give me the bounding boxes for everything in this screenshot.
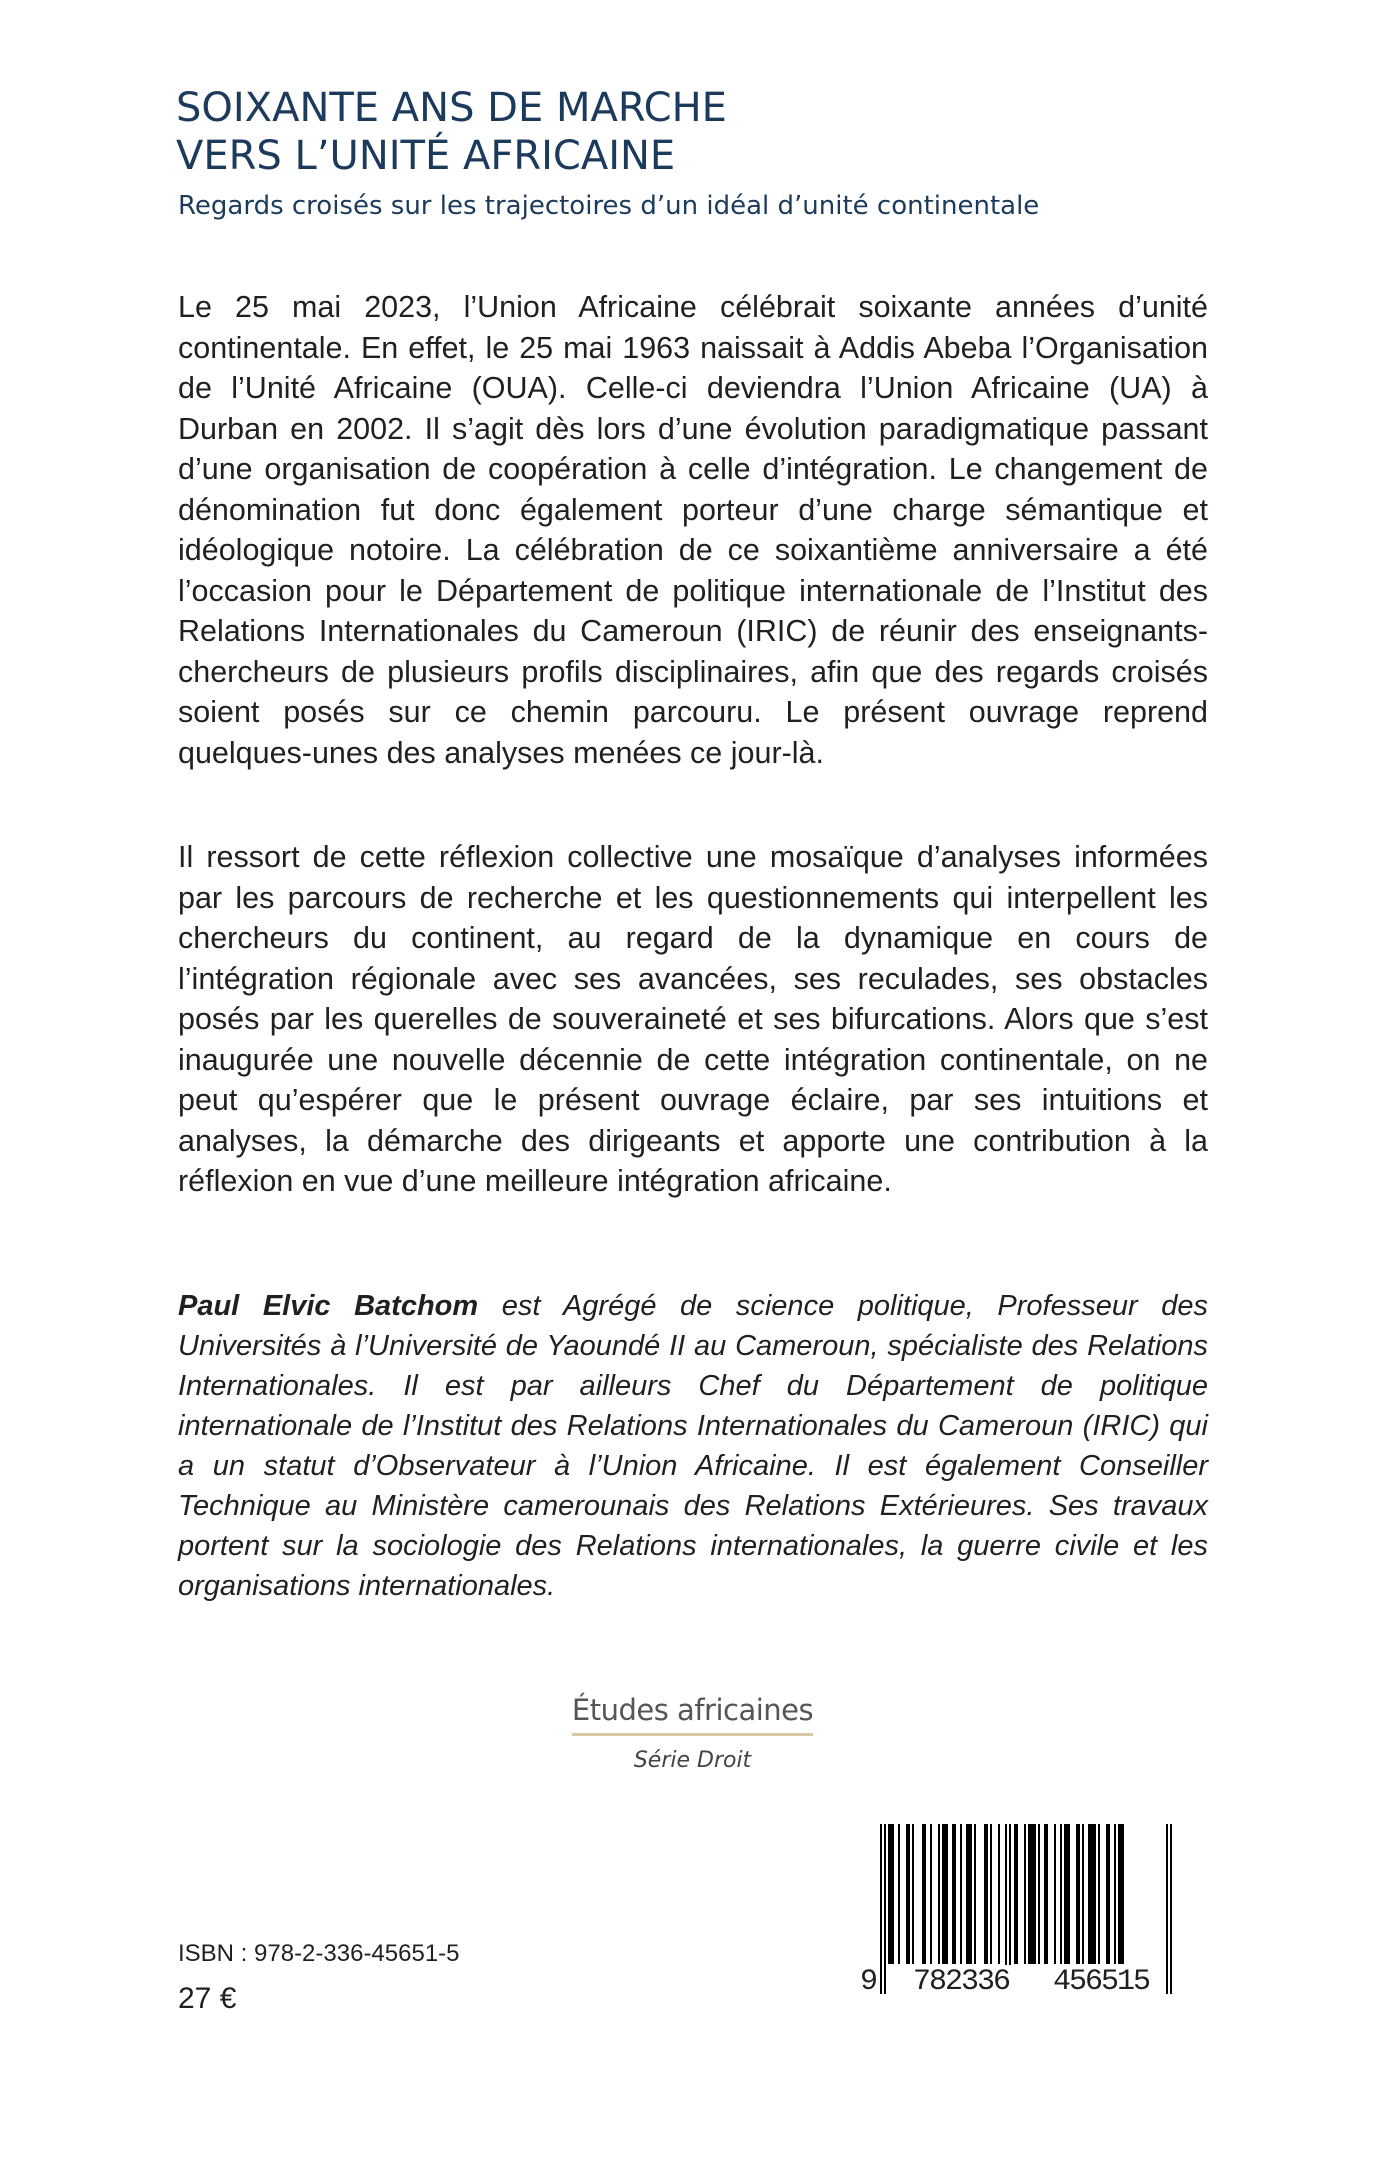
barcode-first-digit: 9	[860, 1965, 879, 1999]
barcode-bar	[1118, 1824, 1124, 1964]
barcode-left-digits: 782336	[898, 1965, 1024, 1999]
barcode-bar	[1028, 1824, 1036, 1964]
barcode	[858, 1824, 1188, 2002]
barcode-bar	[1014, 1824, 1018, 1964]
barcode-bar	[990, 1824, 992, 1964]
barcode-bar	[930, 1824, 932, 1964]
barcode-guard-bar	[880, 1824, 882, 1994]
barcode-guard-bar	[884, 1824, 886, 1994]
barcode-bar	[1044, 1824, 1048, 1964]
barcode-bar	[1114, 1824, 1116, 1964]
barcode-bar	[912, 1824, 914, 1964]
author-name: Paul Elvic Batchom	[178, 1290, 479, 1322]
summary-paragraph-2: Il ressort de cette réflexion collective une mosaïque d’analyses informées par les parcours de recherche et les questionnements qui interpellent les chercheurs du continent, au regard de la dynamique en cours de l’intégration régionale avec ses avancées, ses reculades, ses obstacles posés par les querelles de souveraineté et ses bifurcations. Alors que s’est inaugurée une nouvelle décennie de cette intégration continentale, on ne peut qu’espérer que le présent ouvrage éclaire, par ses intuitions et analyses, la démarche des dirigeants et apporte une contribution à la réflexion en vue d’une meilleure intégration africaine.	[178, 840, 1208, 1198]
barcode-bar	[984, 1824, 988, 1964]
title-line-1: SOIXANTE ANS DE MARCHE	[176, 85, 727, 131]
barcode-bar	[1064, 1824, 1070, 1964]
barcode-bar	[974, 1824, 976, 1964]
barcode-bar	[1054, 1824, 1056, 1964]
barcode-guard-bar	[1166, 1824, 1168, 1994]
author-bio	[178, 1286, 1208, 1606]
author-bio-text: est Agrégé de science politique, Professeur des Universités à l’Université de Yaoundé II au Cameroun, spécialiste des Relations Internationales. Il est par ailleurs Chef du Département de politique internationale de l’Institut des Relations Internationales du Cameroun (IRIC) qui a un statut d’Observateur à l’Union Africaine. Il est également Conseiller Technique au Ministère camerounais des Relations Extérieures. Ses travaux portent sur la sociologie des Relations internationales, la guerre civile et les organisations internationales.	[178, 1290, 1208, 1602]
barcode-bar	[942, 1824, 948, 1964]
isbn-text: ISBN : 978-2-336-45651-5	[178, 1940, 460, 1967]
barcode-bar	[906, 1824, 910, 1964]
summary-paragraph-1: Le 25 mai 2023, l’Union Africaine célébrait soixante années d’unité continentale. En effet, le 25 mai 1963 naissait à Addis Abeba l’Organisation de l’Unité Africaine (OUA). Celle-ci deviendra l’Union Africaine (UA) à Durban en 2002. Il s’agit dès lors d’une évolution paradigmatique passant d’une organisation de coopération à celle d’intégration. Le changement de dénomination fut donc également porteur d’une charge sémantique et idéologique notoire. La célébration de ce soixantième anniversaire a été l’occasion pour le Département de politique internationale de l’Institut des Relations Internationales du Cameroun (IRIC) de réunir des enseignants-chercheurs de plusieurs profils disciplinaires, afin que des regards croisés soient posés sur ce chemin parcouru. Le présent ouvrage reprend quelques-unes des analyses menées ce jour-là.	[178, 290, 1208, 770]
barcode-bar	[1106, 1824, 1110, 1964]
barcode-guard-bar	[1170, 1824, 1172, 1994]
barcode-bar	[1060, 1824, 1062, 1964]
barcode-bar	[1024, 1824, 1026, 1964]
series-divider	[572, 1733, 813, 1736]
barcode-bar	[1076, 1824, 1080, 1964]
barcode-bar	[1082, 1824, 1084, 1964]
title-line-2: VERS L’UNITÉ AFRICAINE	[176, 133, 676, 179]
barcode-bar	[888, 1824, 894, 1964]
barcode-bar	[952, 1824, 956, 1964]
barcode-bar	[1038, 1824, 1040, 1964]
barcode-bar	[922, 1824, 926, 1964]
series-subseries: Série Droit	[633, 1748, 752, 1773]
barcode-bar	[938, 1824, 940, 1964]
barcode-bar	[998, 1824, 1000, 1964]
barcode-right-digits: 456515	[1038, 1965, 1164, 1999]
barcode-bar	[898, 1824, 900, 1964]
book-title	[176, 84, 727, 180]
price-text: 27 €	[178, 1982, 237, 2015]
series-logo	[570, 1693, 815, 1773]
series-name: Études africaines	[571, 1693, 814, 1727]
barcode-bar	[960, 1824, 962, 1964]
barcode-bar	[1098, 1824, 1100, 1964]
barcode-bar	[966, 1824, 972, 1964]
barcode-bar	[1088, 1824, 1096, 1964]
book-subtitle: Regards croisés sur les trajectoires d’un idéal d’unité continentale	[178, 191, 1040, 221]
